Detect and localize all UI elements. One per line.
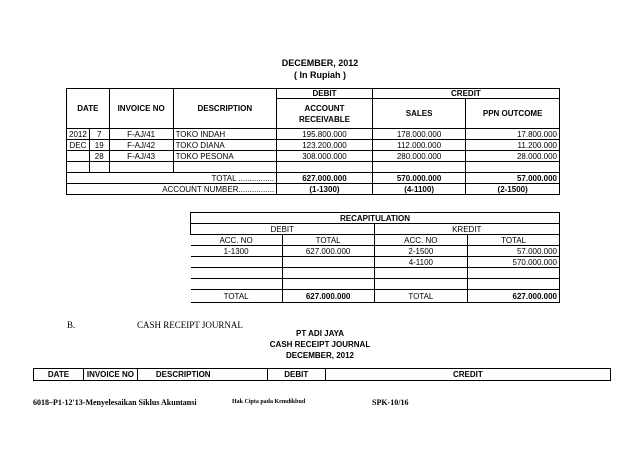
recap-credit-acc: 4-1100 [374,257,468,268]
row-year: 2012 [67,129,90,140]
total-label: TOTAL ................ [67,173,277,184]
row-year [67,151,90,162]
recap-debit-value: 627.000.000 [282,246,374,257]
recap-credit-total-header: TOTAL [468,235,560,246]
footer-left: 6018–P1-12'13-Menyelesaikan Siklus Akuntansi [33,398,197,407]
row-description: TOKO INDAH [173,129,277,140]
table-row [67,129,560,140]
recap-credit-accno-header: ACC. NO [374,235,468,246]
row-day: 28 [89,151,109,162]
recap-kredit-header: KREDIT [374,224,560,235]
header-account-receivable: ACCOUNT RECEIVABLE [277,99,373,129]
row-sales: 112.000.000 [372,140,465,151]
recap-credit-total-label: TOTAL [374,290,468,303]
row-description: TOKO DIANA [173,140,277,151]
cr-header-credit: CREDIT [325,369,610,381]
row-day: 19 [89,140,109,151]
cr-header-date: DATE [34,369,84,381]
recap-debit-header: DEBIT [191,224,375,235]
cr-header-debit: DEBIT [267,369,325,381]
header-sales: SALES [372,99,465,129]
account-ar: (1-1300) [277,184,373,195]
cash-receipt-table [33,368,611,381]
table-row [67,140,560,151]
row-ppn: 11.200.000 [466,140,560,151]
row-invoice: F-AJ/42 [109,140,173,151]
header-invoice: INVOICE NO [109,89,173,129]
recap-credit-total: 627.000.000 [468,290,560,303]
journal-name: CASH RECEIPT JOURNAL [269,340,371,349]
journal-period: DECEMBER, 2012 [281,58,359,68]
row-ar: 195.800.000 [277,129,373,140]
total-sales: 570.000.000 [372,173,465,184]
recap-debit-total-header: TOTAL [282,235,374,246]
recap-credit-value: 570.000.000 [468,257,560,268]
recap-credit-value: 57.000.000 [468,246,560,257]
recap-row [191,257,560,268]
section-title: CASH RECEIPT JOURNAL [137,320,243,330]
header-credit: CREDIT [372,89,559,99]
total-row [67,173,560,184]
recap-row-empty [191,268,560,279]
row-ar: 308.000.000 [277,151,373,162]
recap-total-row [191,290,560,303]
recap-debit-total: 627.000.000 [282,290,374,303]
recapitulation-table [190,212,560,303]
row-ppn: 28.000.000 [466,151,560,162]
company-name: PT ADI JAYA [295,329,345,338]
total-ppn: 57.000.000 [466,173,560,184]
sales-journal-table [66,88,560,195]
section-letter: B. [67,320,76,330]
account-number-row [67,184,560,195]
footer-center: Hak Cipta pada Kemdikbud [232,399,306,405]
header-description: DESCRIPTION [173,89,277,129]
row-sales: 178.000.000 [372,129,465,140]
row-description: TOKO PESONA [173,151,277,162]
table-row-empty [67,162,560,173]
row-ppn: 17.800.000 [466,129,560,140]
row-year: DEC [67,140,90,151]
header-ppn-outcome: PPN OUTCOME [466,99,560,129]
recap-row-empty [191,279,560,290]
cr-header-description: DESCRIPTION [137,369,267,381]
total-ar: 627.000.000 [277,173,373,184]
header-date: DATE [67,89,110,129]
journal-unit: ( In Rupiah ) [294,70,346,80]
cash-receipt-period: DECEMBER, 2012 [285,351,355,360]
row-ar: 123.200.000 [277,140,373,151]
recap-title: RECAPITULATION [191,213,560,224]
recap-debit-accno-header: ACC. NO [191,235,283,246]
recap-debit-acc: 1-1300 [191,246,283,257]
recap-row [191,246,560,257]
recap-debit-total-label: TOTAL [191,290,283,303]
account-ppn: (2-1500) [466,184,560,195]
row-day: 7 [89,129,109,140]
header-debit: DEBIT [277,89,373,99]
row-sales: 280.000.000 [372,151,465,162]
recap-credit-acc: 2-1500 [374,246,468,257]
row-invoice: F-AJ/43 [109,151,173,162]
account-sales: (4-1100) [372,184,465,195]
footer-right: SPK-10/16 [372,398,409,407]
row-invoice: F-AJ/41 [109,129,173,140]
cr-header-invoice: INVOICE NO [83,369,137,381]
account-number-label: ACCOUNT NUMBER................ [67,184,277,195]
table-row [67,151,560,162]
